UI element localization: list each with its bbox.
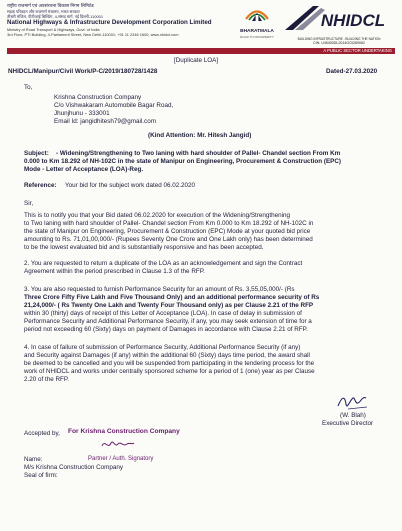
para4-line: 2.20 of the RFP. [24, 376, 70, 383]
signatory-title: Executive Director [322, 420, 374, 427]
para1-line: the state of Manipur on Engineering, Procurement & Construction (EPC) Mode at your quoted bid price [24, 228, 311, 235]
para3-line: Performance Security and Additional Performance Security, if any, you may seek extension of time for a [24, 318, 312, 325]
addressee-line: Jhunjhunu - 333001 [54, 110, 110, 117]
acceptor-signature [100, 436, 136, 452]
para4-line: and Security against Damages (if any) within the additional 60 (Sixty) days time period, the award shall [24, 352, 310, 359]
para1-line: amounting to Rs. 71,01,00,000/- (Rupees Seventy One Crore and One Lakh only) has been determined [24, 236, 313, 243]
nhidcl-logo-icon [283, 2, 395, 32]
to-label: To, [24, 84, 33, 91]
subject-label: Subject: [24, 150, 49, 157]
bharatmala-logo-icon [242, 2, 272, 24]
org-name: National Highways & Infrastructure Development Corporation Limited [7, 19, 212, 26]
para4-line: be deemed to be cancelled and you will be suspended from participating in the tendering process for the [24, 360, 315, 367]
bharatmala-branding [236, 2, 278, 39]
letter-date: Dated-27.03.2020 [326, 68, 378, 75]
seal-label: Seal of firm: [24, 472, 58, 479]
para1-line: to Two laning with hard shoulder of Pallel- Chandel section From Km 0.000 to Km 18.292 of NH-102C in [24, 220, 314, 227]
duplicate-label: [Duplicate LOA] [174, 57, 219, 64]
reference-text: Your bid for the subject work dated 06.02.2020 [65, 182, 195, 189]
reference-label: Reference: [24, 182, 57, 189]
para3-line: 21,24,000/- ( Rs Twenty One Lakh and Twenty Four Thousand only) as per Clause 2.21 of the RFP [24, 302, 314, 309]
bharatmala-tagline: ROAD TO PROSPERITY [240, 35, 274, 39]
reference-number: NHIDCL/Manipur/Civil Work/P-C/2019/180728/1428 [8, 68, 158, 75]
salutation: Sir, [24, 200, 34, 207]
address: 3rd Floor, PTI Building, 4-Parliament Street, New Delhi-110001; +91 11 2346 1600, www.nhidcl.com [7, 32, 179, 37]
name-label: Name: [24, 456, 43, 463]
para2-line: 2. You are requested to return a duplicate of the LOA as an acknowledgement and sign the Contract [24, 260, 303, 267]
subject-line: Mode - Letter of Acceptance (LOA)-Reg. [24, 166, 144, 173]
addressee-line: Krishna Construction Company [54, 94, 142, 101]
addressee-email: Email Id: jangidhitesh79@gmail.com [54, 118, 156, 125]
nhidcl-tagline: BUILDING INFRASTRUCTURE : BUILDING THE NATION [297, 37, 381, 41]
stamp-title: Partner / Auth. Signatory [88, 456, 154, 462]
kind-attention: (Kind Attention: Mr. Hitesh Jangid) [148, 132, 252, 139]
para3-line: 3. You are also requested to furnish Performance Security for an amount of Rs. 3,55,05,000/- (Rs [24, 286, 295, 293]
para4-line: work of NHIDCL and works under centrally sponsored scheme for a period of 1 (one) year as per Clause [24, 368, 315, 375]
para3-line: within 30 (thirty) days of receipt of this Letter of Acceptance (LOA). In case of delay in submission of [24, 310, 302, 317]
nhidcl-branding [283, 2, 395, 45]
subject-line: 0.000 to Km 18.292 of NH-102C in the state of Manipur on Engineering, Procurement & Construction (EPC) [24, 158, 341, 165]
para2-line: Agreement within the period prescribed in Clause 1.3 of the RFP. [24, 268, 205, 275]
nhidcl-logo-text: NHIDCL [320, 11, 386, 30]
company-stamp: For Krishna Construction Company [68, 428, 180, 435]
para4-line: 4. In case of failure of submission of Performance Security, Additional Performance Security (if any) [24, 344, 301, 351]
accepted-by-label: Accepted by, [24, 430, 60, 437]
bharatmala-label: BHARATMALA [240, 29, 274, 34]
ministry-hindi: सड़क परिवहन और राजमार्ग मंत्रालय, भारत सरकार [7, 9, 80, 14]
signatory-name: (W. Blah) [340, 412, 366, 419]
ministry: Ministry of Road Transport & Highways, Govt. of India [7, 27, 100, 32]
subject-line: - Widening/Strengthening to Two laning with hard shoulder of Pallel- Chandel section From Km [56, 150, 341, 157]
executive-signature [336, 392, 370, 412]
psu-label: A PUBLIC SECTOR UNDERTAKING [323, 48, 392, 53]
address-hindi: तीसरी मंजिल, पीटीआई बिल्डिंग, 4-संसद मार्ग, नई दिल्ली-110001 [7, 14, 104, 19]
addressee-line: C/o Vishwakaram Automobile Bagar Road, [54, 102, 174, 109]
para3-line: period not exceeding 60 (Sixty) days on payment of Damages in accordance with Clause 2.21 of RFP. [24, 326, 308, 333]
letterhead-bar [7, 48, 395, 54]
para1-line: This is to notify you that your Bid dated 06.02.2020 for execution of the Widening/Strengthening [24, 212, 291, 219]
para1-line: to be the lowest evaluated bid and is substantially responsive and has been accepted. [24, 244, 264, 251]
company-name: M/s Krishna Construction Company [24, 464, 124, 471]
para3-line: Three Crore Fifty Five Lakh and Five Thousand Only) and an additional performance security of Rs [24, 294, 320, 301]
letterhead [7, 3, 267, 37]
org-name-hindi: राष्ट्रीय राजमार्ग एवं अवसंरचना विकास निगम लिमिटेड [7, 3, 94, 8]
cin-number: CIN: U45400DL2014GOI269062 [313, 41, 365, 45]
